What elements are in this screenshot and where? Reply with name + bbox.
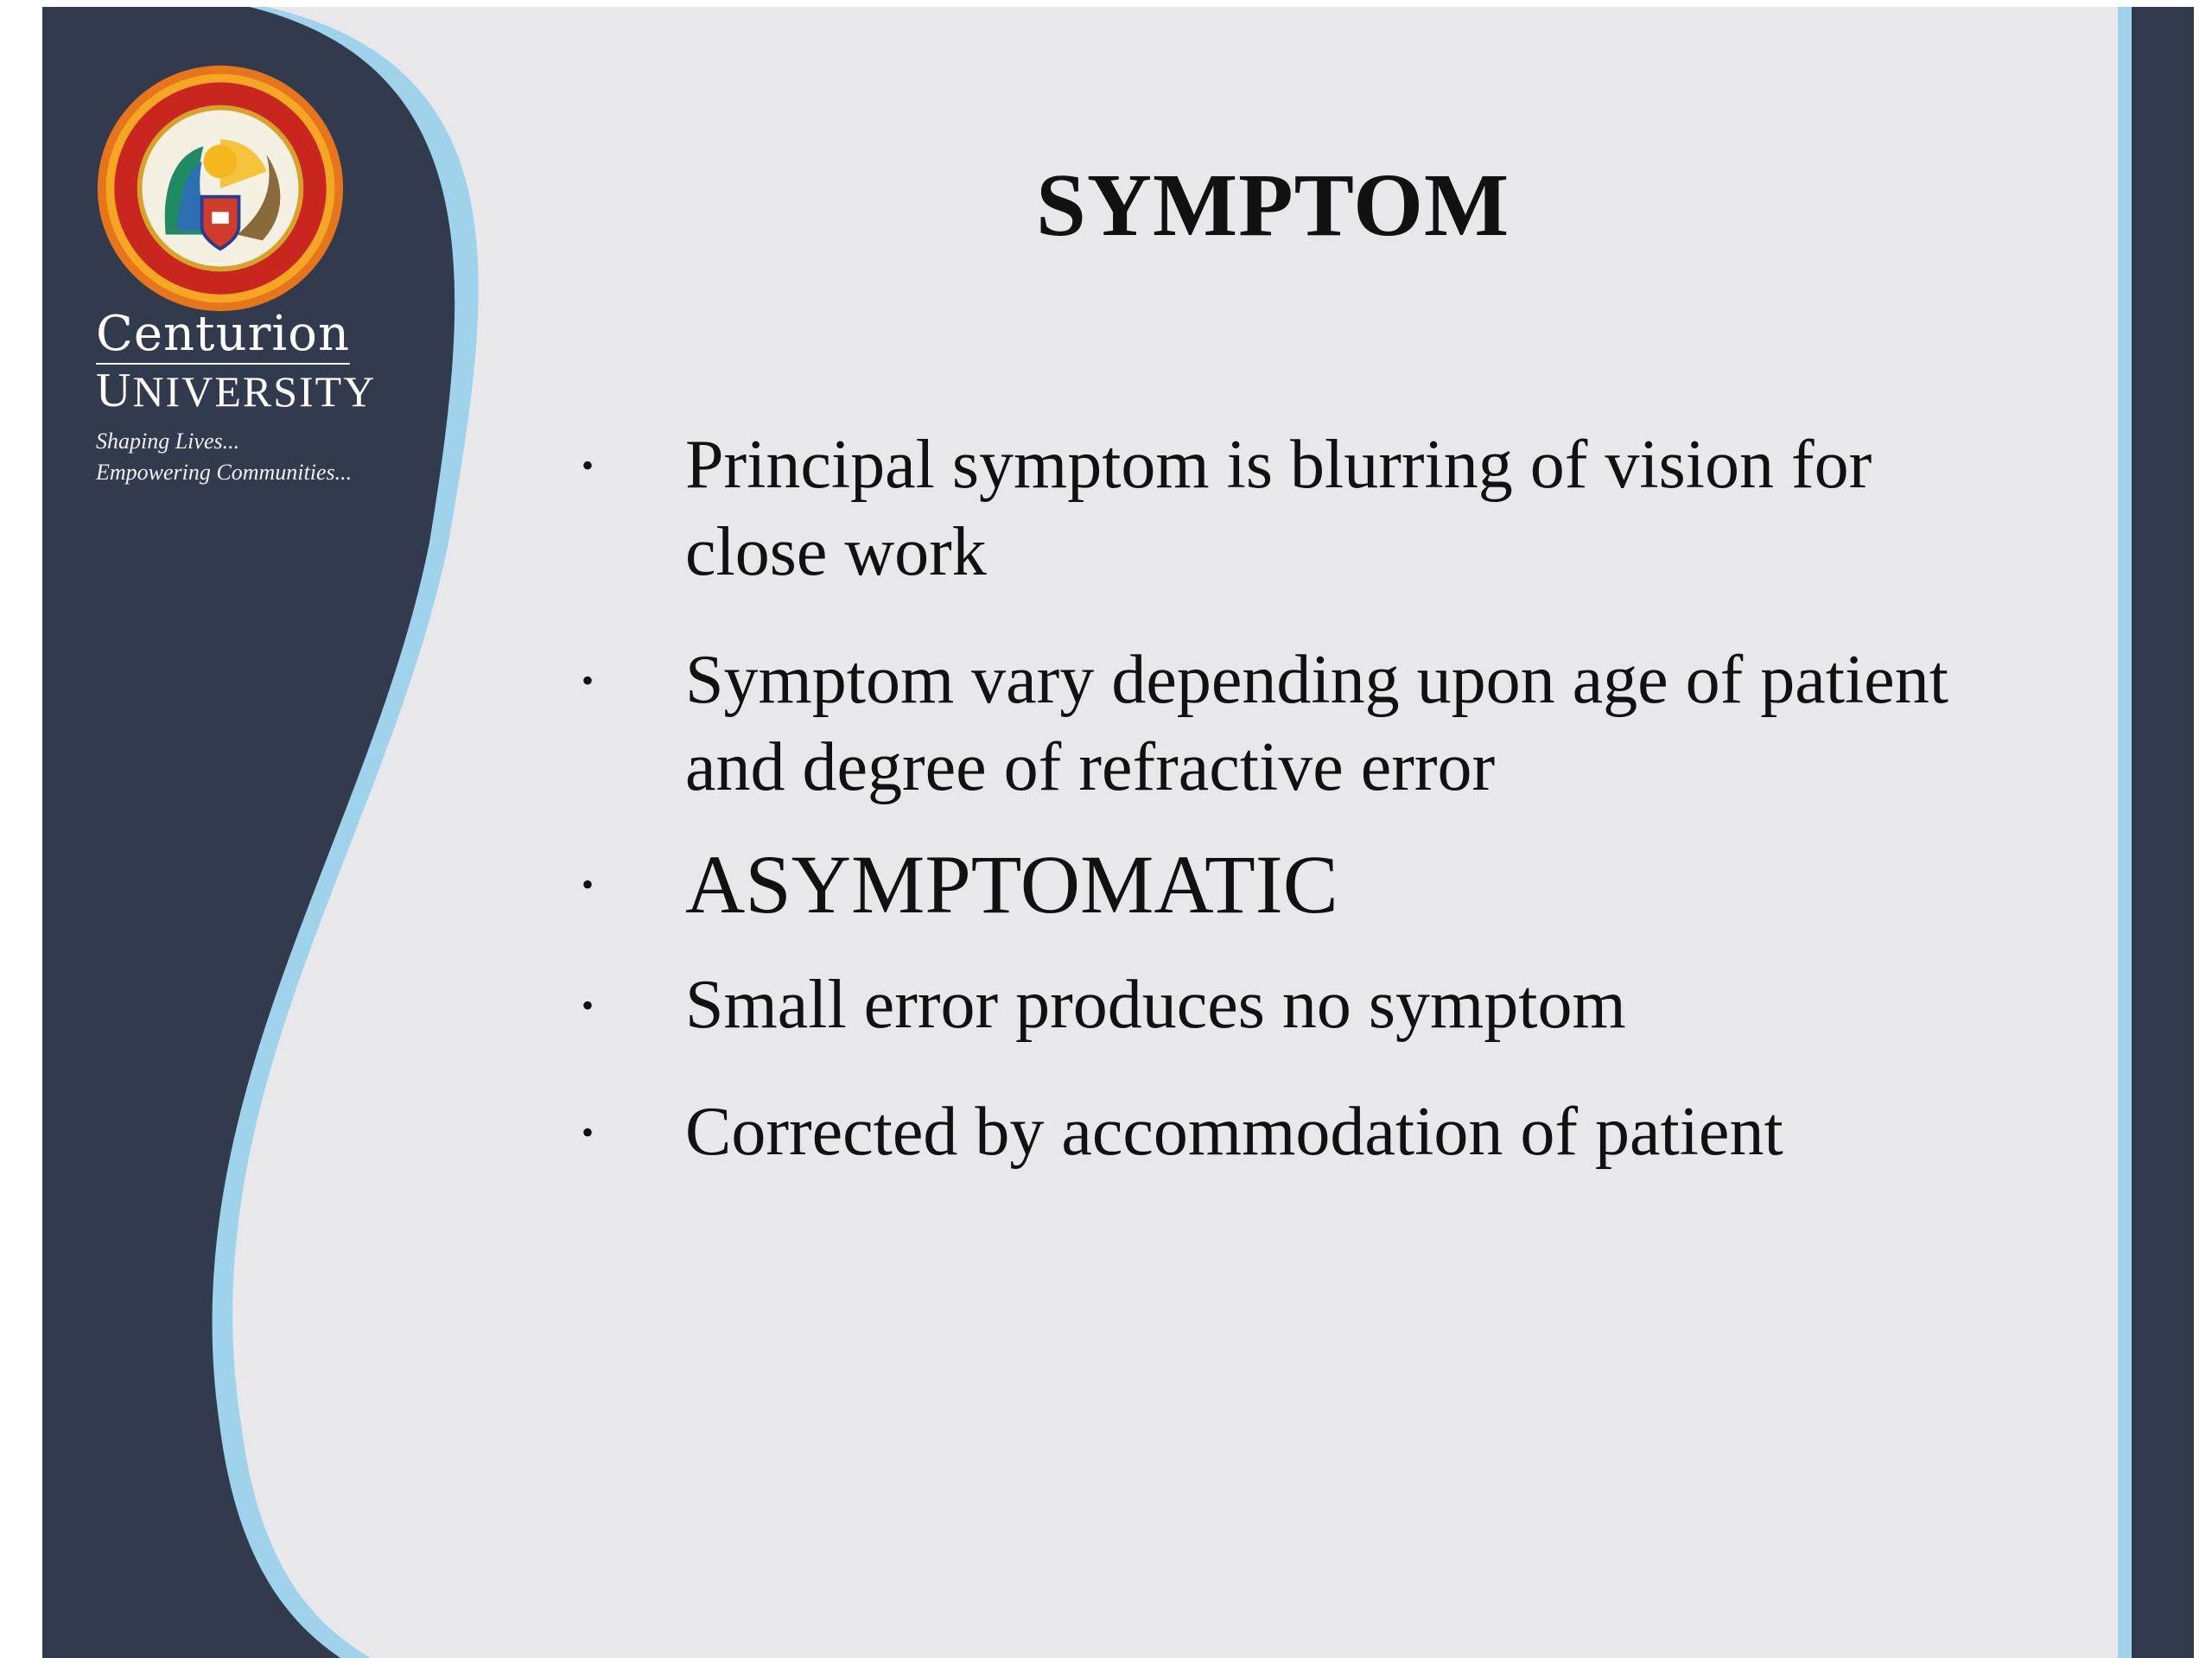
- brand-tagline-line-2: Empowering Communities...: [96, 460, 353, 485]
- bullet-text-line: Symptom vary depending upon age of patient: [685, 642, 1948, 718]
- bullet-text-line: close work: [685, 514, 987, 590]
- bullet-text-line: Corrected by accommodation of patient: [685, 1094, 1783, 1170]
- university-brand: [96, 308, 459, 488]
- bullet-item: [535, 1089, 2159, 1176]
- bullet-dot-icon: •: [582, 986, 594, 1025]
- bullet-item: [535, 962, 2159, 1049]
- brand-name: Centurion: [96, 308, 350, 365]
- bullet-text-line: Small error produces no symptom: [685, 967, 1626, 1043]
- bullet-dot-icon: •: [582, 446, 594, 485]
- bullet-dot-icon: •: [582, 1113, 594, 1152]
- brand-university-initial: U: [96, 364, 133, 417]
- bullet-text-line: ASYMPTOMATIC: [685, 838, 1338, 931]
- bullet-dot-icon: •: [582, 661, 594, 700]
- bullet-item: [535, 839, 2159, 931]
- bullet-dot-icon: •: [582, 865, 594, 904]
- university-emblem-icon: [94, 62, 346, 314]
- brand-tagline-line-1: Shaping Lives...: [96, 429, 240, 454]
- brand-university: [96, 366, 459, 416]
- slide-title: SYMPTOM: [1036, 156, 1510, 255]
- brand-tagline: [96, 426, 459, 488]
- bullet-item: [535, 637, 2159, 811]
- bullet-text-line: and degree of refractive error: [685, 729, 1496, 805]
- bullet-text-line: Principal symptom is blurring of vision for: [685, 427, 1872, 503]
- brand-university-rest: NIVERSITY: [132, 367, 377, 416]
- presentation-slide: [42, 7, 2194, 1658]
- bullet-list: [535, 422, 2159, 1176]
- bullet-item: [535, 422, 2159, 596]
